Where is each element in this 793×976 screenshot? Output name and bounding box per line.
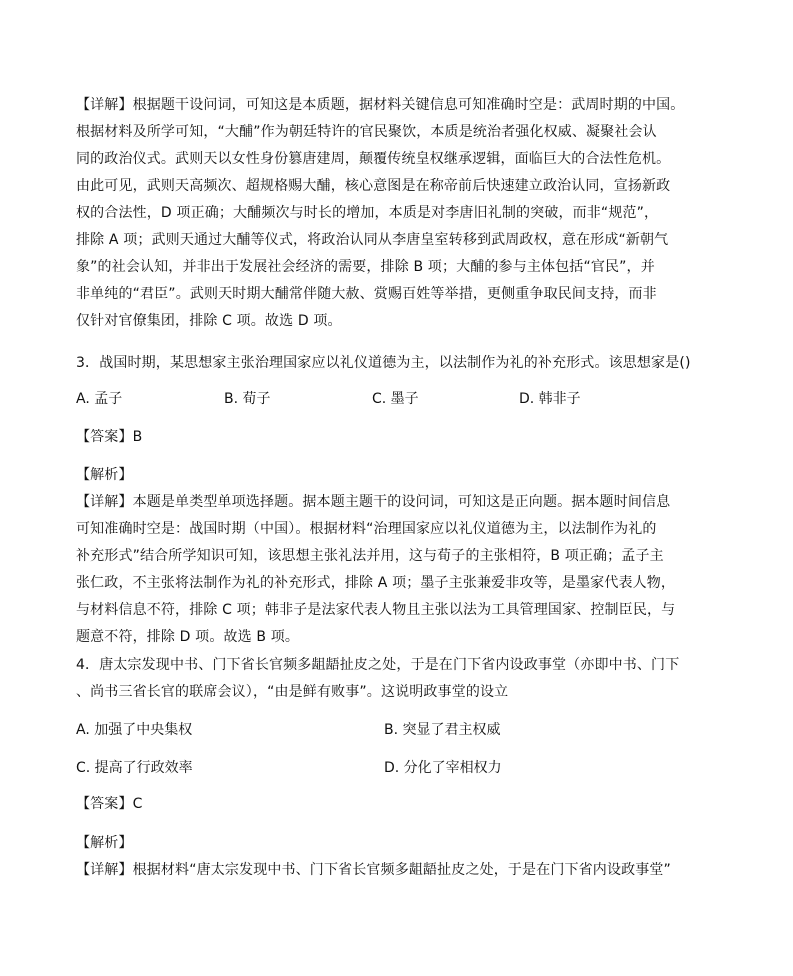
option-d: D. 分化了宰相权力 [384,760,502,776]
detail-line: 根据材料及所学可知，“大酺”作为朝廷特许的官民聚饮，本质是统治者强化权威、凝聚社会认 [76,124,657,140]
detail-line: 可知准确时空是：战国时期（中国）。根据材料“治理国家应以礼仪道德为主，以法制作为礼的 [76,521,657,537]
detail-line: 补充形式”结合所学知识可知，该思想主张礼法并用，这与荀子的主张相符，B 项正确；孟子主 [76,548,664,564]
option-b: B. 荀子 [224,391,271,407]
detail-line: 仅针对官僚集团，排除 C 项。故选 D 项。 [76,313,342,329]
answer-label: 【答案】C [76,796,143,812]
option-c: C. 提高了行政效率 [76,760,193,776]
question-stem: 4．唐太宗发现中书、门下省长官频多龃龉扯皮之处，于是在门下省内设政事堂（亦即中书、门下 [76,657,680,673]
question-stem: 3．战国时期，某思想家主张治理国家应以礼仪道德为主，以法制作为礼的补充形式。该思想家是() [76,355,691,371]
analysis-label: 【解析】 [76,467,133,483]
analysis-label: 【解析】 [76,835,133,851]
detail-line: 与材料信息不符，排除 C 项；韩非子是法家代表人物且主张以法为工具管理国家、控制臣民，与 [76,602,676,618]
detail-line: 【详解】本题是单类型单项选择题。据本题主题干的设问词，可知这是正向题。据本题时间信息 [76,494,671,510]
option-c: C. 墨子 [372,391,419,407]
detail-line: 【详解】根据材料“唐太宗发现中书、门下省长官频多龃龉扯皮之处，于是在门下省内设政事堂” [76,862,671,878]
detail-line: 排除 A 项；武则天通过大酺等仪式，将政治认同从李唐皇室转移到武周政权，意在形成“新朝气 [76,232,669,248]
detail-line: 【详解】根据题干设问词，可知这是本质题，据材料关键信息可知准确时空是：武周时期的中国。 [76,97,685,113]
option-d: D. 韩非子 [519,391,581,407]
detail-line: 张仁政，不主张将法制作为礼的补充形式，排除 A 项；墨子主张兼爱非攻等，是墨家代表人物， [76,575,676,591]
detail-line: 由此可见，武则天高频次、超规格赐大酺，核心意图是在称帝前后快速建立政治认同，宣扬新政 [76,178,671,194]
detail-line: 非单纯的“君臣”。武则天时期大酺常伴随大赦、赏赐百姓等举措，更侧重争取民间支持，而非 [76,286,657,302]
detail-line: 权的合法性，D 项正确；大酺频次与时长的增加，本质是对李唐旧礼制的突破，而非“规范”， [76,205,659,221]
option-b: B. 突显了君主权威 [384,722,501,738]
option-a: A. 加强了中央集权 [76,722,193,738]
question-stem: 、尚书三省长官的联席会议），“由是鲜有败事”。这说明政事堂的设立 [76,684,509,700]
option-a: A. 孟子 [76,391,123,407]
detail-line: 题意不符，排除 D 项。故选 B 项。 [76,629,300,645]
answer-label: 【答案】B [76,429,143,445]
detail-line: 象”的社会认知，并非出于发展社会经济的需要，排除 B 项；大酺的参与主体包括“官民”，并 [76,259,655,275]
detail-line: 同的政治仪式。武则天以女性身份篡唐建周，颠覆传统皇权继承逻辑，面临巨大的合法性危机。 [76,151,671,167]
